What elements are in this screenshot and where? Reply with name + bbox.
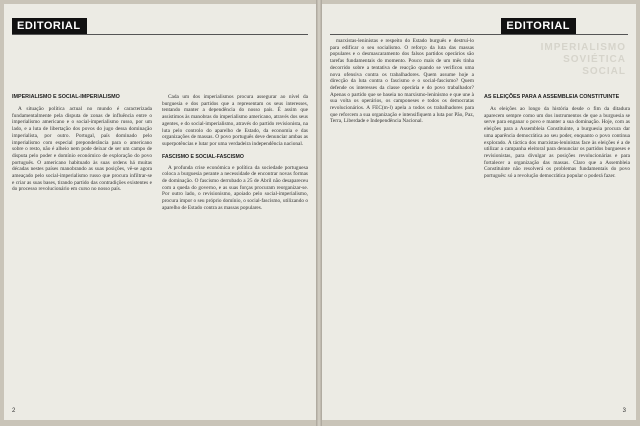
left-page	[4, 4, 316, 420]
show-through-text: IMPERIALISMO SOVIÉTICA SOCIAL	[540, 42, 626, 77]
article-column-2	[162, 94, 308, 212]
right-page	[322, 4, 636, 420]
article-paragraph: A profunda crise económica e política da sociedade portuguesa coloca a burguesia perante a necessidade de encontrar novas formas de dominação. O fascismo derrubado a 25 de Abril não desapareceu com a queda do governo, e as suas forças procuram reorganizar-se. Por outro lado, o revisionismo, apoiado pelo social-imperialismo, procura impor o seu próprio domínio, o social-fascismo, utilizando o aparelho de Estado contra as massas populares.	[162, 164, 308, 211]
header-rule	[330, 34, 628, 35]
article-paragraph: As eleições ao longo da história desde o fim da ditadura aparecem sempre como um dos instrumentos de que a burguesia se serve para enganar o povo e manter a sua dominação. Hoje, com as eleições para a Assembleia Constituinte, a burguesia procura dar uma aparência democrática ao seu poder, enquanto o povo continua explorado. A táctica dos marxistas-leninistas face às eleições é a de utilizar a campanha eleitoral para denunciar os partidos burgueses e revisionistas, para divulgar as posições revolucionárias e para fortalecer a organização das massas. Claro que a Assembleia Constituinte não resolverá os problemas fundamentais do povo português: só a revolução democrática popular o poderá fazer.	[484, 106, 630, 180]
section-subheading: FASCISMO E SOCIAL-FASCISMO	[162, 153, 244, 160]
page-number: 3	[622, 408, 626, 414]
editorial-tag: EDITORIAL	[501, 18, 576, 34]
article-paragraph: A situação política actual no mundo é caracterizada fundamentalmente pela disputa de zonas de influência entre o imperialismo americano e o social-imperialismo russo, por um lado, e a luta de libertação dos povos do jugo dessa dominação imperialista, por outro. Portugal, país dominado pelo imperialismo com especial preponderância para o americano sobre o resto, não é alheio nem pode deixar de ser um campo de disputa pelo poder e domínio económico de exploração do povo português. O americano habituado às suas ordens há muitas décadas nestes países manobrando as suas posições, vê-se agora ameaçado pelo social-imperialismo russo que procura infiltrar-se e criar as suas bases, tirando partido das contradições existentes e do processo revolucionário em curso no nosso país.	[12, 106, 152, 193]
editorial-tag: EDITORIAL	[12, 18, 87, 34]
article-headline: AS ELEIÇÕES PARA A ASSEMBLEIA CONSTITUINTE	[484, 94, 620, 100]
article-column-1	[330, 38, 474, 125]
article-paragraph: Cada um dos imperialismos procura assegurar ao nível da burguesia e dos partidos que a representam os seus interesses, tentando manter a dependência do nosso país. É assim que assistimos às manobras do imperialismo americano, através dos seus agentes, e do social-imperialismo, através do partido revisionista, na luta pelo controlo do aparelho de Estado, da economia e das organizações de massas. O povo português deve denunciar ambas as superpotências e lutar por uma verdadeira independência nacional.	[162, 94, 308, 147]
header-rule	[12, 34, 308, 35]
page-number: 2	[12, 408, 16, 414]
article-headline: IMPERIALISMO E SOCIAL-IMPERIALISMO	[12, 94, 120, 100]
article-paragraph: marxistas-leninistas e respeito do Estado burguês e destruí-lo para edificar o seu socialismo. O reforço da luta das massas populares e o desmascaramento dos falsos partidos operários são tarefas fundamentais do momento. Pouco mais de um mês tinha decorrido sobre a tentativa de reacção quando se verificou uma nova ofensiva contra os trabalhadores. Quem assume hoje a direcção da luta contra o fascismo e o social-fascismo? Quem defende os interesses da classe operária e do povo trabalhador? Apenas o partido que se baseia no marxismo-leninismo e que une à sua volta os operários, os camponeses e todos os democratas revolucionários. A FEC(m-l) apela a todos os trabalhadores para que reforcem a sua organização e intensifiquem a luta por Pão, Paz, Terra, Liberdade e Independência Nacional.	[330, 38, 474, 125]
article-column-2	[484, 94, 630, 180]
article-column-1	[12, 94, 152, 193]
